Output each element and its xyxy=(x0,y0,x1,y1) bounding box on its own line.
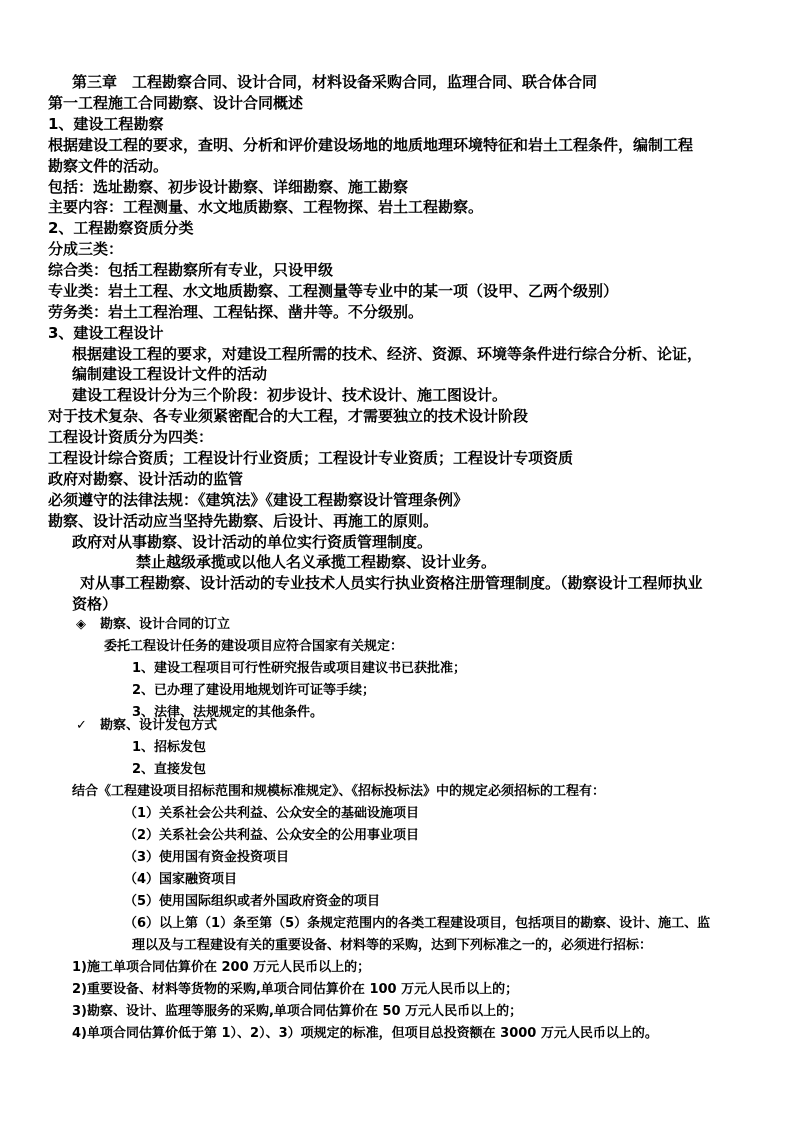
list-item: 1)施工单项合同估算价在 200 万元人民币以上的； xyxy=(72,960,371,975)
list-item: （6）以上第（1）条至第（5）条规定范围内的各类工程建设项目，包括项目的勘察、设计、施工、监 xyxy=(124,916,711,931)
heading-survey-qualification: 2、工程勘察资质分类 xyxy=(48,219,194,237)
paragraph-line: 建设工程设计分为三个阶段：初步设计、技术设计、施工图设计。 xyxy=(72,386,508,404)
paragraph-line: 主要内容：工程测量、水文地质勘察、工程物探、岩土工程勘察。 xyxy=(48,198,484,216)
heading-survey: 1、建设工程勘察 xyxy=(48,115,164,133)
paragraph-line: 禁止越级承揽或以他人名义承揽工程勘察、设计业务。 xyxy=(136,553,497,571)
paragraph-line: 根据建设工程的要求，对建设工程所需的技术、经济、资源、环境等条件进行综合分析、论证， xyxy=(72,345,703,363)
paragraph-line: 包括：选址勘察、初步设计勘察、详细勘察、施工勘察 xyxy=(48,178,409,196)
paragraph-line: 工程设计综合资质；工程设计行业资质；工程设计专业资质；工程设计专项资质 xyxy=(48,449,574,467)
list-item: 3)勘察、设计、监理等服务的采购,单项合同估算价在 50 万元人民币以上的； xyxy=(72,1004,523,1019)
paragraph-line: 综合类：包括工程勘察所有专业，只设甲级 xyxy=(48,261,334,279)
paragraph-line: 结合《工程建设项目招标范围和规模标准规定》、《招标投标法》中的规定必须招标的工程有： xyxy=(72,784,606,799)
paragraph-line: 勘察文件的活动。 xyxy=(48,157,169,175)
paragraph-line: 委托工程设计任务的建设项目应符合国家有关规定： xyxy=(104,639,404,654)
paragraph-line: 根据建设工程的要求，查明、分析和评价建设场地的地质地理环境特征和岩土工程条件，编制工程 xyxy=(48,136,694,154)
list-item: 理以及与工程建设有关的重要设备、材料等的采购，达到下列标准之一的，必须进行招标： xyxy=(132,938,653,953)
list-item: 4)单项合同估算价低于第 1）、2）、3）项规定的标准，但项目总投资额在 3000 万元人民币以上的。 xyxy=(72,1026,658,1041)
heading-contract-mode: 勘察、设计发包方式 xyxy=(100,718,218,733)
list-item: 3、法律、法规规定的其他条件。 xyxy=(132,705,324,720)
chapter-title: 第三章 工程勘察合同、设计合同，材料设备采购合同，监理合同、联合体合同 xyxy=(72,73,598,91)
paragraph-line: 必须遵守的法律法规：《建筑法》《建设工程勘察设计管理条例》 xyxy=(48,491,469,509)
list-item: （3）使用国有资金投资项目 xyxy=(124,850,290,865)
paragraph-line: 资格） xyxy=(72,595,118,613)
checkmark-bullet-icon: ✓ xyxy=(76,718,87,733)
list-item: （4）国家融资项目 xyxy=(124,872,238,887)
heading-contract: 勘察、设计合同的订立 xyxy=(100,617,231,632)
list-item: 2、已办理了建设用地规划许可证等手续； xyxy=(132,683,376,698)
paragraph-line: 专业类：岩土工程、水文地质勘察、工程测量等专业中的某一项（设甲、乙两个级别） xyxy=(48,282,619,300)
heading-design: 3、建设工程设计 xyxy=(48,324,164,342)
section-title: 第一工程施工合同勘察、设计合同概述 xyxy=(48,94,304,112)
list-item: 1、招标发包 xyxy=(132,740,207,755)
list-item: 2、直接发包 xyxy=(132,762,207,777)
diamond-bullet-icon: ◈ xyxy=(76,617,86,632)
list-item: 2)重要设备、材料等货物的采购,单项合同估算价在 100 万元人民币以上的； xyxy=(72,982,519,997)
paragraph-line: 劳务类：岩土工程治理、工程钻探、凿井等。不分级别。 xyxy=(48,303,424,321)
paragraph-line: 对从事工程勘察、设计活动的专业技术人员实行执业资格注册管理制度。（勘察设计工程师执业 xyxy=(80,574,703,592)
list-item: （2）关系社会公共利益、公众安全的公用事业项目 xyxy=(124,828,420,843)
paragraph-line: 工程设计资质分为四类： xyxy=(48,428,214,446)
paragraph-line: 政府对从事勘察、设计活动的单位实行资质管理制度。 xyxy=(72,533,433,551)
heading-gov-supervision: 政府对勘察、设计活动的监管 xyxy=(48,470,244,488)
paragraph-line: 编制建设工程设计文件的活动 xyxy=(72,365,268,383)
paragraph-line: 分成三类： xyxy=(48,240,124,258)
list-item: 1、建设工程项目可行性研究报告或项目建议书已获批准； xyxy=(132,661,467,676)
paragraph-line: 对于技术复杂、各专业须紧密配合的大工程，才需要独立的技术设计阶段 xyxy=(48,407,529,425)
list-item: （1）关系社会公共利益、公众安全的基础设施项目 xyxy=(124,806,420,821)
paragraph-line: 勘察、设计活动应当坚持先勘察、后设计、再施工的原则。 xyxy=(48,512,439,530)
list-item: （5）使用国际组织或者外国政府资金的项目 xyxy=(124,894,381,909)
